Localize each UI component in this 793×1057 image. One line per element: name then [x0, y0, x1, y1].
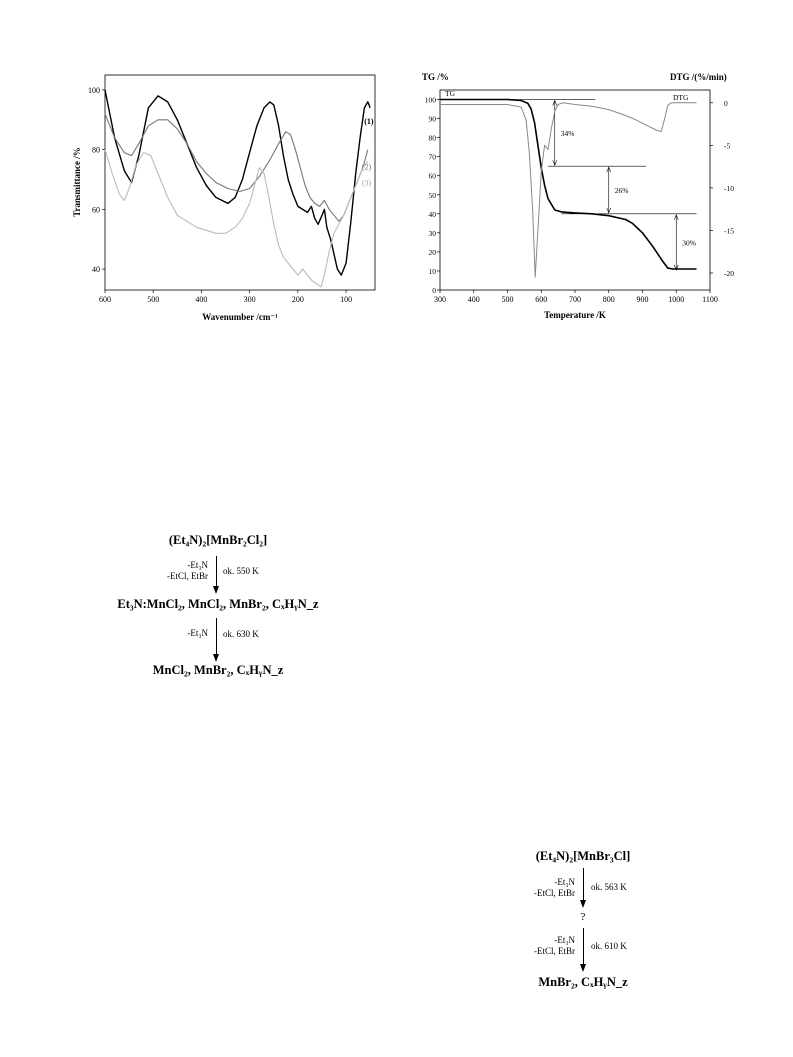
scheme1-start-compound: (Et₄N)₂[MnBr₂Cl₂]	[168, 533, 268, 547]
scheme2-step1-loss-1: -Et₃N	[554, 877, 575, 887]
scheme1-arrowhead-2	[213, 654, 219, 662]
dtg-y-tick-label-4: -20	[724, 268, 734, 278]
scheme2-product: MnBr₂, CₓHᵧN_z	[538, 975, 628, 989]
ir-x-tick-label-2: 400	[195, 295, 208, 304]
tg-x-axis-label: Temperature /K	[544, 310, 606, 320]
ir-x-tick-label-4: 200	[291, 295, 304, 304]
dtg-y-tick-label-0: 0	[724, 98, 728, 108]
scheme1-product: MnCl₂, MnBr₂, CₓHᵧN_z	[152, 663, 284, 677]
scheme2-arrow-2	[583, 928, 584, 964]
scheme2-step1-temp: ok. 563 K	[591, 882, 627, 892]
scheme1-arrowhead-1	[213, 586, 219, 594]
tg-y-tick-label-9: 90	[428, 114, 436, 124]
scheme2-step2-loss-1: -Et₃N	[554, 935, 575, 945]
scheme1-step1-loss-2: -EtCl, EtBr	[167, 571, 208, 581]
dtg-y-tick-label-2: -10	[724, 183, 734, 193]
tg-y-tick-label-8: 80	[428, 133, 436, 143]
tg-x-tick-label-6: 900	[636, 295, 649, 304]
tg-y-tick-label-3: 30	[428, 228, 436, 238]
tg-series-label: TG	[445, 89, 455, 98]
ir-y-tick-label-0: 40	[92, 265, 100, 275]
ir-y-tick-label-1: 60	[92, 205, 100, 215]
dtg-y-tick-label-3: -15	[724, 226, 734, 236]
dtg-y-tick-label-1: -5	[724, 141, 731, 151]
tg-y-tick-label-4: 40	[428, 209, 436, 219]
scheme2-arrowhead-2	[580, 964, 586, 972]
scheme1-step2-loss-1: -Et₃N	[187, 628, 208, 638]
ir-x-tick-label-3: 300	[243, 295, 256, 304]
tg-loss-label-0: 34%	[560, 128, 575, 138]
tg-y-tick-label-7: 70	[428, 152, 436, 162]
tg-axis-title: TG /%	[422, 72, 449, 82]
tg-x-tick-label-3: 600	[535, 295, 548, 304]
scheme1-intermediate: Et₃N:MnCl₂, MnCl₂, MnBr₂, CₓHᵧN_z	[117, 597, 319, 611]
ir-x-tick-label-1: 500	[147, 295, 160, 304]
tg-y-tick-label-0: 0	[432, 286, 436, 295]
ir-y-axis-label: Transmittance /%	[72, 147, 82, 217]
tg-x-tick-label-8: 1100	[702, 295, 718, 304]
ir-x-tick-label-0: 600	[99, 295, 111, 304]
ir-series-label-3: (3)	[361, 178, 372, 188]
ir-x-axis-label: Wavenumber /cm⁻¹	[202, 312, 278, 322]
scheme2-intermediate: ?	[580, 911, 586, 923]
ir-series-line-3	[105, 150, 368, 287]
tg-x-tick-label-5: 800	[602, 295, 615, 304]
scheme1-step1-temp: ok. 550 K	[223, 566, 259, 576]
scheme1-step1-loss-1: -Et₃N	[187, 560, 208, 570]
tg-dtg-chart	[418, 68, 763, 330]
tg-y-tick-label-6: 60	[428, 171, 436, 181]
scheme2-arrowhead-1	[580, 900, 586, 908]
tg-y-tick-label-10: 100	[424, 95, 436, 105]
ir-series-label-2: (2)	[361, 162, 372, 172]
tg-x-tick-label-1: 400	[467, 295, 480, 304]
tg-x-tick-label-0: 300	[434, 295, 446, 304]
tg-x-tick-label-4: 700	[569, 295, 581, 304]
dtg-axis-title: DTG /(%/min)	[670, 72, 727, 82]
dtg-series-label: DTG	[673, 93, 689, 102]
scheme1-arrow-1	[216, 556, 217, 586]
tg-y-tick-label-5: 50	[428, 190, 436, 200]
ir-spectrum-chart	[70, 70, 390, 330]
scheme1-arrow-2	[216, 618, 217, 654]
tg-series-line	[440, 100, 697, 270]
ir-x-tick-label-5: 100	[340, 295, 353, 304]
tg-y-tick-label-1: 10	[428, 266, 436, 276]
scheme2-arrow-1	[583, 868, 584, 900]
tg-loss-label-1: 26%	[614, 186, 629, 195]
scheme2-start-compound: (Et₄N)₂[MnBr₃Cl]	[535, 849, 631, 863]
scheme2-step2-temp: ok. 610 K	[591, 941, 627, 951]
ir-y-tick-label-2: 80	[92, 145, 100, 155]
tg-x-tick-label-7: 1000	[668, 295, 685, 304]
tg-loss-label-2: 30%	[682, 238, 696, 248]
tg-plot-frame	[440, 90, 710, 290]
scheme1-step2-temp: ok. 630 K	[223, 629, 259, 639]
ir-y-tick-label-3: 100	[88, 85, 100, 95]
ir-series-label-1: (1)	[364, 116, 374, 126]
scheme2-step2-loss-2: -EtCl, EtBr	[534, 946, 575, 956]
tg-x-tick-label-2: 500	[501, 295, 514, 304]
tg-y-tick-label-2: 20	[428, 247, 436, 257]
scheme2-step1-loss-2: -EtCl, EtBr	[534, 888, 575, 898]
